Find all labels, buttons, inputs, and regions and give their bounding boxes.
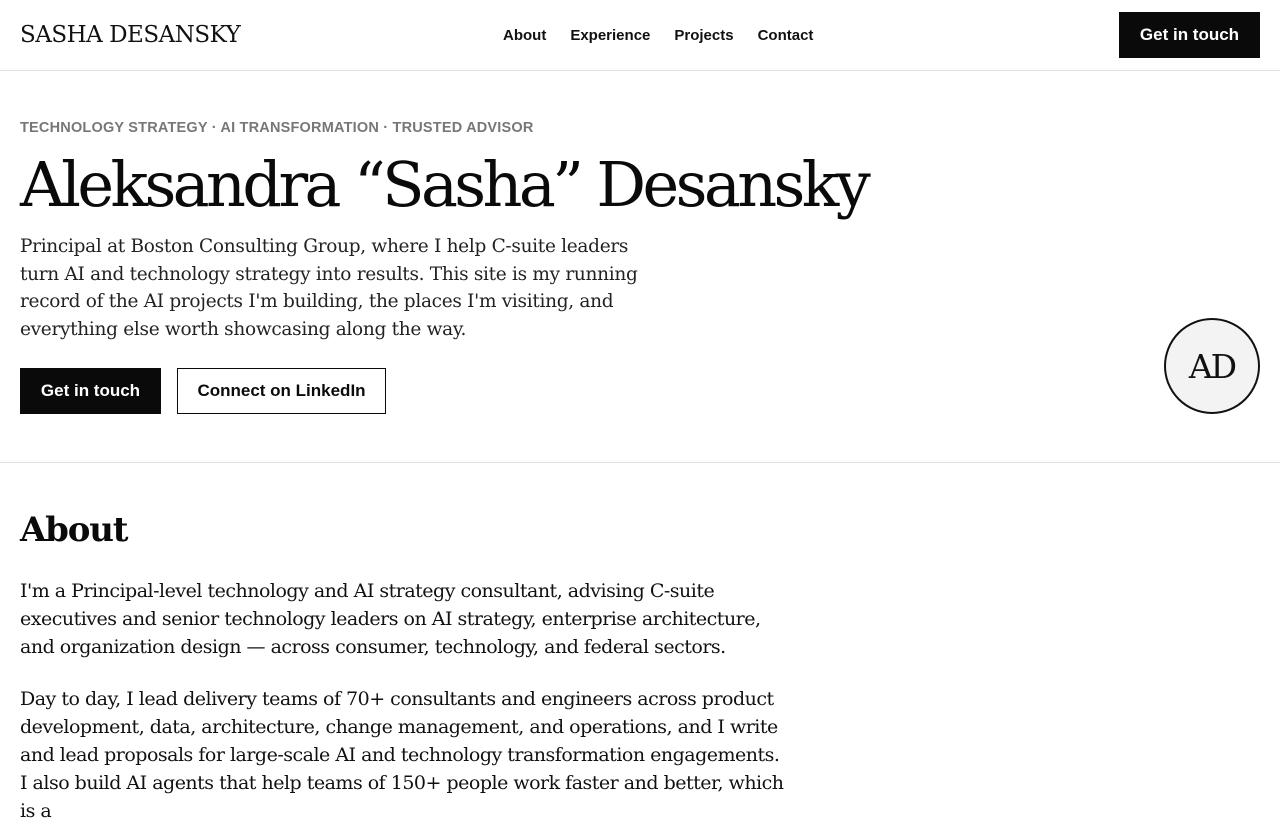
header-get-in-touch-button[interactable]: Get in touch (1119, 12, 1260, 58)
about-title: About (20, 510, 128, 550)
hero-title: Aleksandra “Sasha” Desansky (20, 148, 868, 221)
main-nav (503, 25, 813, 47)
about-paragraph: I'm a Principal-level technology and AI strategy consultant, advising C-suite executives and senior technology leaders on AI strategy, enterprise architecture, and organization design — across consumer, technology, and federal sectors. (20, 580, 761, 658)
hero-get-in-touch-button[interactable]: Get in touch (20, 368, 161, 414)
hero-eyebrow: TECHNOLOGY STRATEGY · AI TRANSFORMATION · TRUSTED ADVISOR (20, 120, 534, 136)
nav-experience[interactable]: Experience (570, 27, 651, 44)
section-divider (0, 462, 1280, 463)
avatar: AD (1164, 318, 1260, 414)
nav-about[interactable]: About (503, 27, 547, 44)
site-header (0, 0, 1280, 71)
about-paragraph: Day to day, I lead delivery teams of 70+ consultants and engineers across product development, data, architecture, change management, and operations, and I write and lead proposals for large-scale AI and technology transformation engagements. I also build AI agents that help teams of 150+ people work faster and better, which is a (20, 688, 784, 822)
nav-contact[interactable]: Contact (757, 27, 814, 44)
connect-linkedin-button[interactable]: Connect on LinkedIn (177, 368, 386, 414)
site-logo[interactable]: SASHA DESANSKY (20, 22, 241, 48)
hero-button-row (20, 368, 386, 414)
hero-intro: Principal at Boston Consulting Group, where I help C-suite leaders turn AI and technology strategy into results. This site is my running record of the AI projects I'm building, the places I'm visiting, and everything else worth showcasing along the way. (20, 236, 638, 341)
nav-projects[interactable]: Projects (674, 27, 734, 44)
